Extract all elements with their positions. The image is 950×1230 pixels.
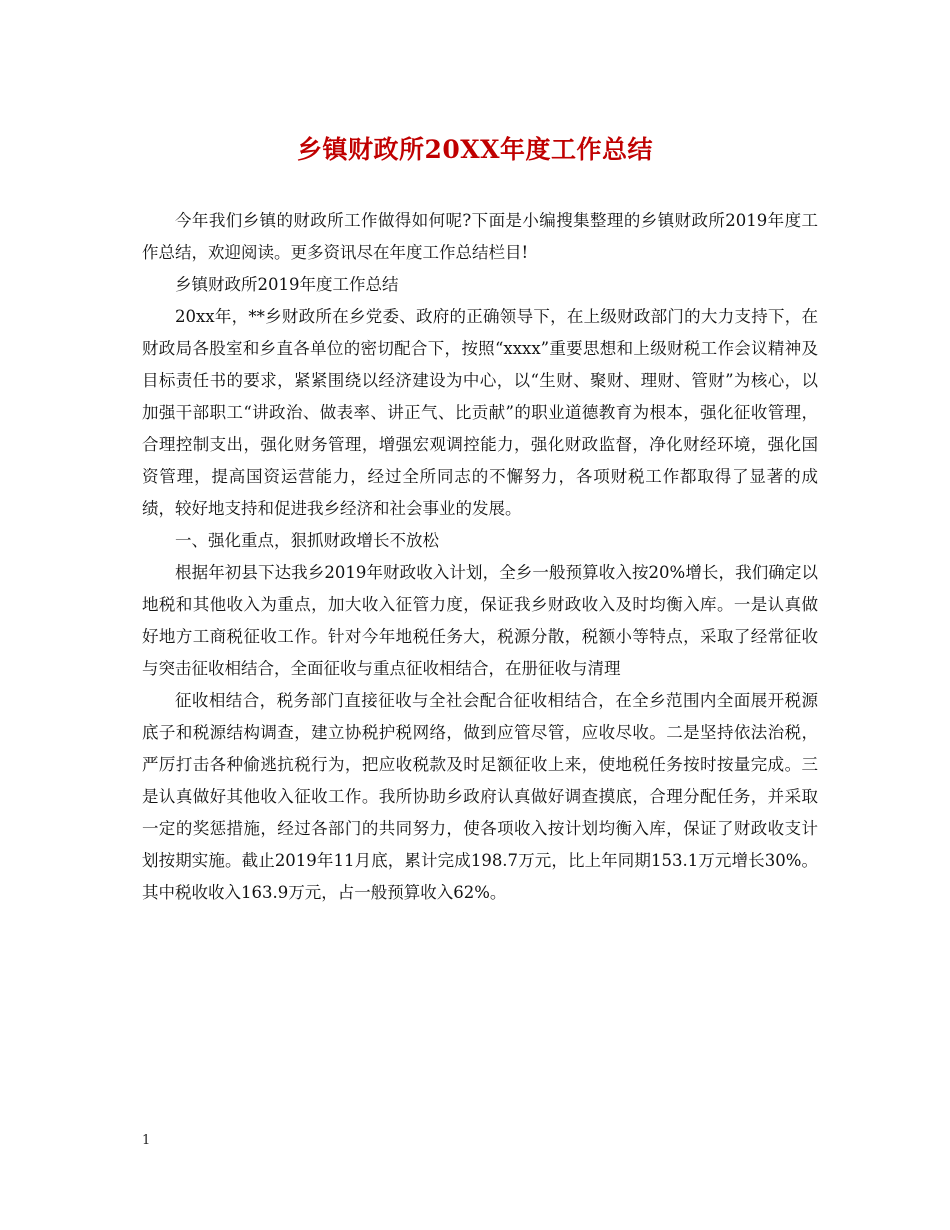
paragraph-intro: 今年我们乡镇的财政所工作做得如何呢?下面是小编搜集整理的乡镇财政所2019年度工作总结，欢迎阅读。更多资讯尽在年度工作总结栏目! [142, 211, 818, 262]
paragraph-section-1b: 征收相结合，税务部门直接征收与全社会配合征收相结合，在全乡范围内全面展开税源底子和税源结构调查，建立协税护税网络，做到应管尽管，应收尽收。二是坚持依法治税，严厉打击各种偷逃抗税行为，把应收税款及时足额征收上来，使地税任务按时按量完成。三是认真做好其他收入征收工作。我所协助乡政府认真做好调查摸底，合理分配任务，并采取一定的奖惩措施，经过各部门的共同努力，使各项收入按计划均衡入库，保证了财政收支计划按期实施。截止2019年11月底，累计完成198.7万元，比上年同期153.1万元增长30%。其中税收收入163.9万元，占一般预算收入62%。 [142, 691, 818, 902]
paragraph-subtitle: 乡镇财政所2019年度工作总结 [175, 275, 399, 294]
document-title: 乡镇财政所20XX年度工作总结 [296, 135, 654, 164]
page-number: 1 [142, 1133, 151, 1148]
paragraph-section-1a: 根据年初县下达我乡2019年财政收入计划，全乡一般预算收入按20%增长，我们确定以地税和其他收入为重点，加大收入征管力度，保证我乡财政收入及时均衡入库。一是认真做好地方工商税征收工作。针对今年地税任务大，税源分散，税额小等特点，采取了经常征收与突击征收相结合，全面征收与重点征收相结合，在册征收与清理 [142, 563, 818, 678]
paragraph-overview: 20xx年，**乡财政所在乡党委、政府的正确领导下，在上级财政部门的大力支持下，在财政局各股室和乡直各单位的密切配合下，按照“xxxx”重要思想和上级财税工作会议精神及目标责任书的要求，紧紧围绕以经济建设为中心，以“生财、聚财、理财、管财”为核心，以加强干部职工“讲政治、做表率、讲正气、比贡献”的职业道德教育为根本，强化征收管理，合理控制支出，强化财务管理，增强宏观调控能力，强化财政监督，净化财经环境，强化国资管理，提高国资运营能力，经过全所同志的不懈努力，各项财税工作都取得了显著的成绩，较好地支持和促进我乡经济和社会事业的发展。 [142, 307, 818, 518]
section-heading-1: 一、强化重点，狠抓财政增长不放松 [175, 531, 439, 550]
document-body [142, 205, 818, 909]
